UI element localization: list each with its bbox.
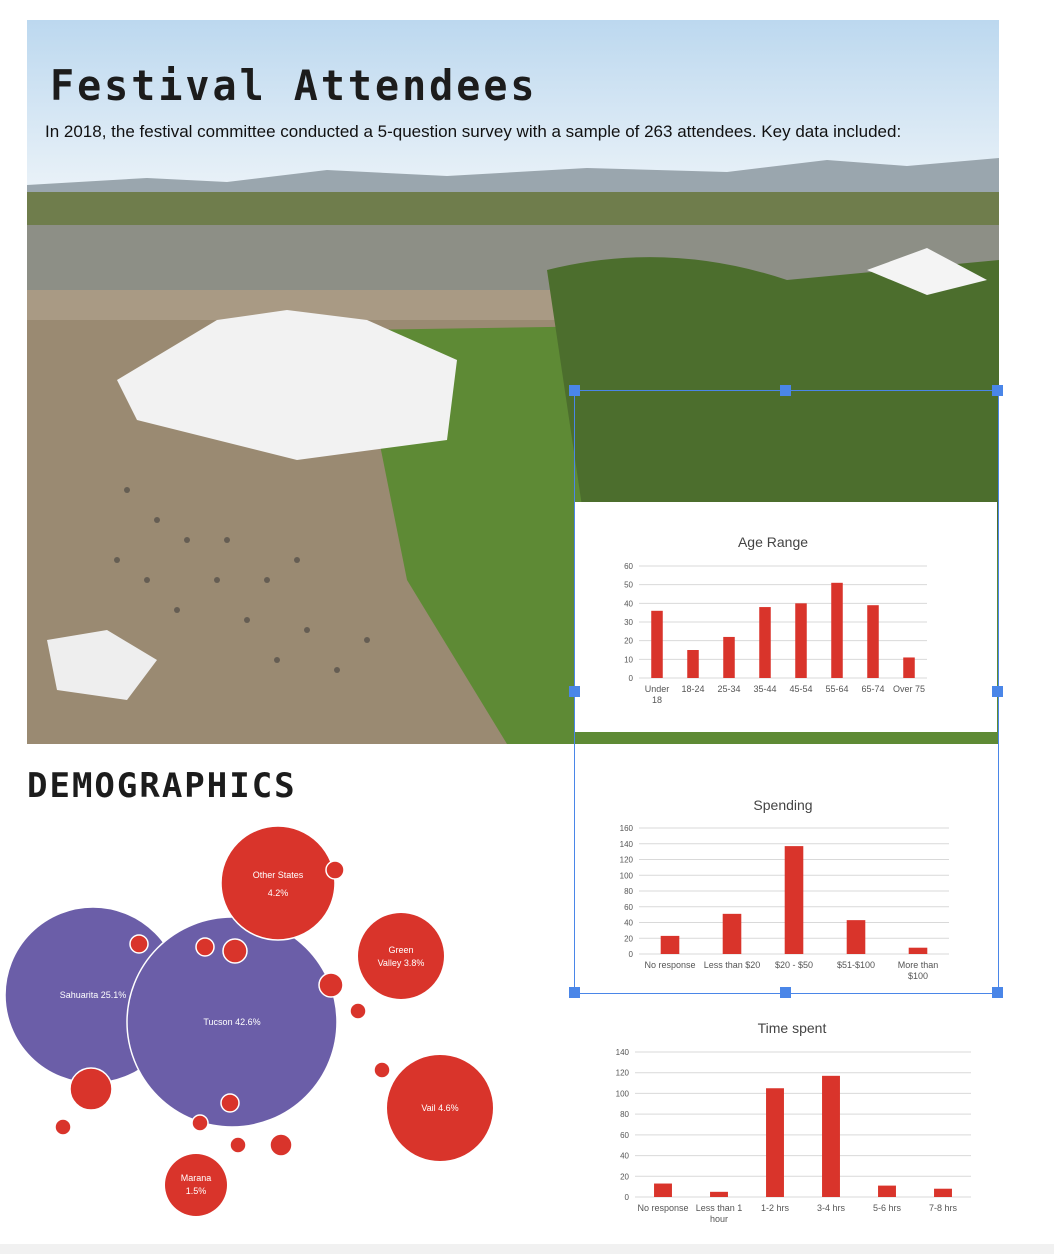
time-spent-bar xyxy=(878,1186,896,1197)
time-spent-y-tick: 60 xyxy=(620,1130,629,1140)
time-spent-y-tick: 80 xyxy=(620,1110,629,1120)
page-title: Festival Attendees xyxy=(50,62,538,111)
bubble-other-states xyxy=(221,826,335,940)
spending-y-tick: 140 xyxy=(619,839,633,849)
time-spent-chart xyxy=(575,1008,995,1238)
bubble-label-other-states: Other States xyxy=(252,870,304,880)
age-range-title: Age Range xyxy=(737,534,809,550)
age-range-bar xyxy=(795,603,807,678)
age-range-y-tick: 30 xyxy=(624,618,633,627)
age-range-x-label: 65-74 xyxy=(861,684,885,694)
time-spent-bar xyxy=(766,1088,784,1197)
footer-strip xyxy=(0,1244,1054,1254)
time-spent-bar xyxy=(934,1189,952,1197)
demographics-title: DEMOGRAPHICS xyxy=(27,766,297,806)
age-range-y-tick: 0 xyxy=(628,674,633,683)
resize-handle-right[interactable] xyxy=(992,686,1003,697)
spending-chart xyxy=(575,760,997,992)
time-spent-title: Time spent xyxy=(757,1020,827,1036)
bubble-label-sahuarita: Sahuarita 25.1% xyxy=(59,990,127,1000)
spending-y-tick: 60 xyxy=(624,902,633,912)
spending-chart-panel xyxy=(575,760,997,992)
age-range-x-label: 45-54 xyxy=(789,684,813,694)
spending-y-tick: 20 xyxy=(624,934,633,944)
bubble-label-tucson: Tucson 42.6% xyxy=(203,1017,261,1027)
spending-y-tick: 100 xyxy=(619,871,633,881)
age-range-bar xyxy=(687,650,699,678)
spending-bar xyxy=(909,948,928,954)
spending-bar xyxy=(661,936,680,954)
time-spent-chart-panel xyxy=(575,1008,995,1238)
spending-x-label: $20 - $50 xyxy=(774,960,814,970)
bubble-marana xyxy=(165,1154,227,1216)
time-spent-x-label: Less than 1 hour xyxy=(695,1203,743,1224)
spending-x-label: $51-$100 xyxy=(836,960,876,970)
age-range-y-tick: 20 xyxy=(624,636,633,646)
spending-x-label: Less than $20 xyxy=(703,960,761,970)
age-range-x-label: Over 75 xyxy=(892,684,926,694)
age-range-chart xyxy=(575,502,997,732)
age-range-chart-panel xyxy=(575,502,997,732)
time-spent-y-tick: 100 xyxy=(615,1089,629,1099)
time-spent-x-label: 3-4 hrs xyxy=(816,1203,846,1213)
time-spent-bar xyxy=(710,1192,728,1197)
time-spent-x-label: 1-2 hrs xyxy=(760,1203,790,1213)
age-range-x-label: 35-44 xyxy=(753,684,777,694)
resize-handle-top[interactable] xyxy=(780,385,791,396)
bubble-label-vail: Vail 4.6% xyxy=(421,1103,459,1113)
time-spent-y-tick: 120 xyxy=(615,1068,629,1078)
age-range-x-label: 18-24 xyxy=(681,684,705,694)
spending-bar xyxy=(723,914,742,954)
bubble-label-marana: Marana xyxy=(180,1173,212,1183)
age-range-bar xyxy=(723,637,735,678)
age-range-y-tick: 60 xyxy=(624,562,633,571)
resize-handle-left[interactable] xyxy=(569,686,580,697)
spending-x-label: More than $100 xyxy=(897,960,939,981)
resize-handle-top-right[interactable] xyxy=(992,385,1003,396)
time-spent-x-label: No response xyxy=(637,1203,689,1213)
spending-y-tick: 0 xyxy=(628,950,633,959)
resize-handle-bottom[interactable] xyxy=(780,987,791,998)
time-spent-bar xyxy=(654,1184,672,1197)
spending-title: Spending xyxy=(753,797,813,813)
age-range-x-label: 25-34 xyxy=(717,684,741,694)
time-spent-x-label: 7-8 hrs xyxy=(928,1203,958,1213)
spending-y-tick: 80 xyxy=(624,887,633,896)
time-spent-y-tick: 40 xyxy=(620,1151,629,1161)
spending-bar xyxy=(785,846,804,954)
age-range-y-tick: 50 xyxy=(624,580,633,590)
age-range-bar xyxy=(651,611,663,678)
time-spent-bar xyxy=(822,1076,840,1197)
time-spent-y-tick: 140 xyxy=(615,1048,629,1057)
resize-handle-top-left[interactable] xyxy=(569,385,580,396)
age-range-y-tick: 10 xyxy=(624,655,633,665)
time-spent-y-tick: 20 xyxy=(620,1172,629,1182)
resize-handle-bottom-left[interactable] xyxy=(569,987,580,998)
spending-bar xyxy=(847,920,866,954)
age-range-bar xyxy=(831,583,843,678)
age-range-bar xyxy=(867,605,879,678)
age-range-y-tick: 40 xyxy=(624,599,633,609)
demographics-bubble-chart xyxy=(0,810,540,1230)
bubble-value-other-states: 4.2% xyxy=(267,888,289,898)
spending-y-tick: 120 xyxy=(619,855,633,865)
time-spent-x-label: 5-6 hrs xyxy=(872,1203,902,1213)
bubble-green-valley xyxy=(358,913,444,999)
time-spent-y-tick: 0 xyxy=(624,1193,629,1202)
resize-handle-bottom-right[interactable] xyxy=(992,987,1003,998)
age-range-bar xyxy=(903,657,915,678)
intro-text: In 2018, the festival committee conducted a 5-question survey with a sample of 263 attendees. Key data included: xyxy=(45,122,902,141)
bubble-label-green-valley-2: Valley 3.8% xyxy=(377,958,425,968)
spending-y-tick: 160 xyxy=(619,824,633,833)
spending-y-tick: 40 xyxy=(624,918,633,928)
age-range-bar xyxy=(759,607,771,678)
age-range-x-label: Under 18 xyxy=(644,684,670,705)
bubble-value-marana: 1.5% xyxy=(185,1186,207,1196)
bubble-label-green-valley: Green xyxy=(388,945,414,955)
age-range-x-label: 55-64 xyxy=(825,684,849,694)
spending-x-label: No response xyxy=(644,960,696,970)
